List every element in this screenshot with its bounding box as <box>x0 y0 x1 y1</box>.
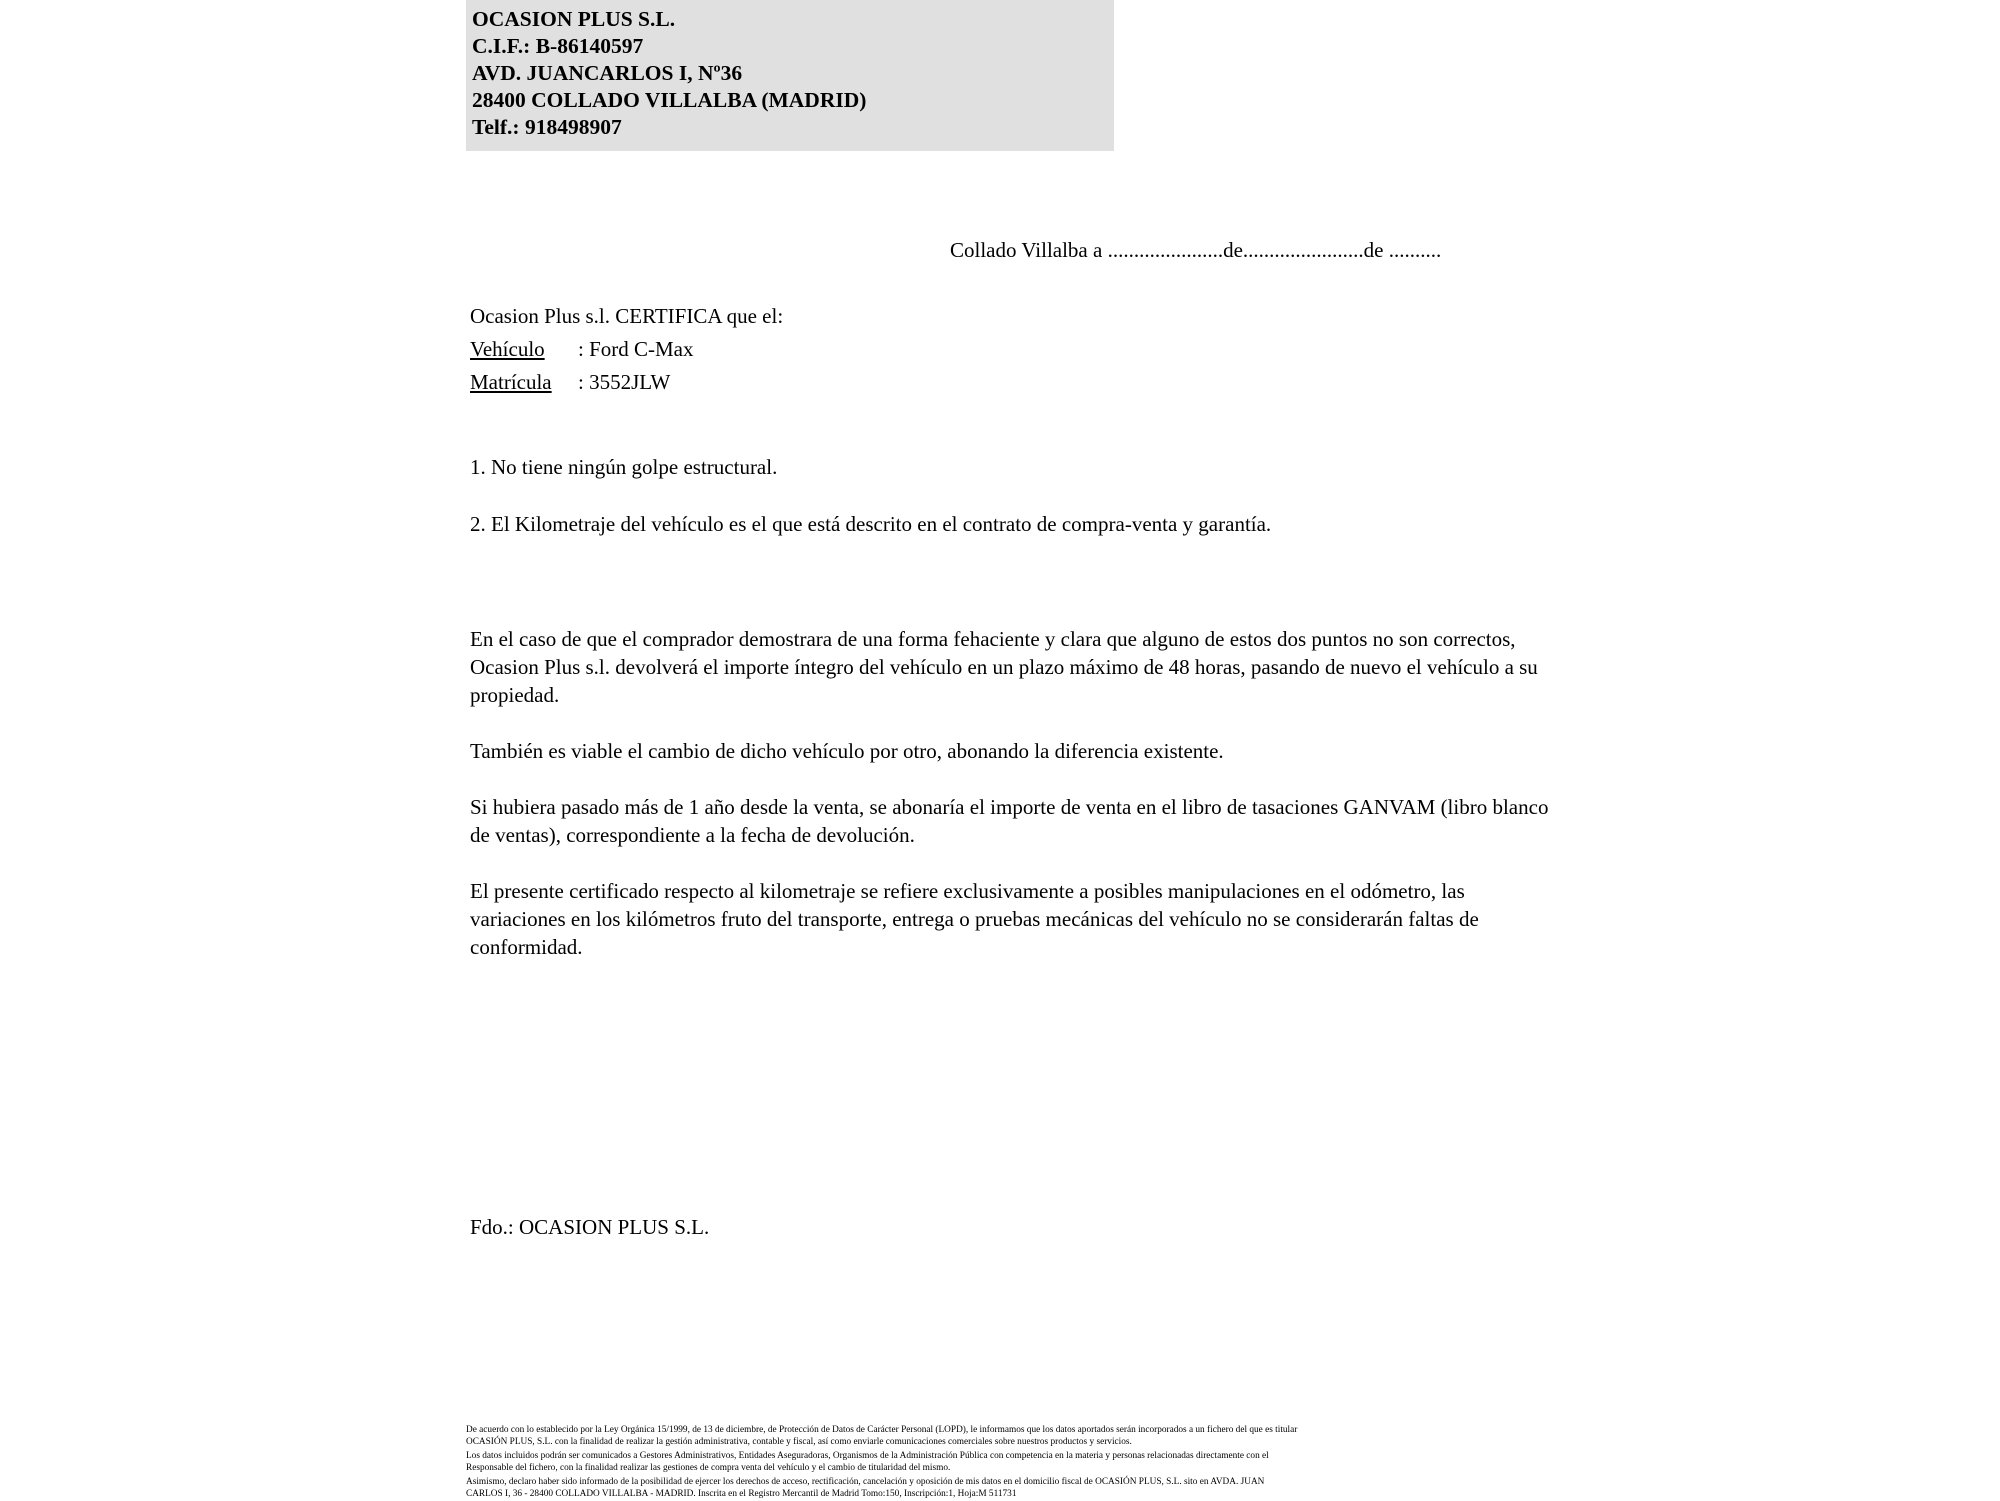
company-city: 28400 COLLADO VILLALBA (MADRID) <box>472 88 867 112</box>
point-1: 1. No tiene ningún golpe estructural. <box>470 455 778 479</box>
vehicle-label: Vehículo <box>470 337 545 361</box>
company-name: OCASION PLUS S.L. <box>472 7 676 31</box>
paragraph-1: En el caso de que el comprador demostrara de una forma fehaciente y clara que alguno de estos dos puntos no son correctos, Ocasion Plus s.l. devolverá el importe íntegro del vehículo en un plazo máximo de 48 horas, pasando de nuevo el vehículo a su propiedad. <box>470 627 1538 707</box>
signature-line: Fdo.: OCASION PLUS S.L. <box>470 1215 710 1239</box>
legal-line-2: OCASIÓN PLUS, S.L. con la finalidad de realizar la gestión administrativa, contable y fiscal, así como enviarle comunicaciones comerciales sobre nuestros productos y servicios. <box>466 1436 1132 1447</box>
body-paragraphs <box>470 625 1550 989</box>
legal-line-6: CARLOS I, 36 - 28400 COLLADO VILLALBA - MADRID. Inscrita en el Registro Mercantil de Madrid Tomo:150, Inscripción:1, Hoja:M 511731 <box>466 1488 1017 1499</box>
certification-block <box>470 300 783 399</box>
plate-value: : 3552JLW <box>578 370 671 394</box>
vehicle-row <box>470 333 783 366</box>
legal-line-1: De acuerdo con lo establecido por la Ley Orgánica 15/1999, de 13 de diciembre, de Protección de Datos de Carácter Personal (LOPD), le informamos que los datos aportados serán incorporados a un fichero del que es titular <box>466 1425 1298 1435</box>
plate-row <box>470 366 783 399</box>
vehicle-value: : Ford C-Max <box>578 337 694 361</box>
paragraph-3: Si hubiera pasado más de 1 año desde la venta, se abonaría el importe de venta en el libro de tasaciones GANVAM (libro blanco de ventas), correspondiente a la fecha de devolución. <box>470 795 1549 847</box>
letterhead-block <box>466 0 1114 151</box>
plate-label: Matrícula <box>470 370 552 394</box>
legal-footer <box>466 1425 1566 1501</box>
company-cif: C.I.F.: B-86140597 <box>472 34 644 58</box>
paragraph-4: El presente certificado respecto al kilometraje se refiere exclusivamente a posibles manipulaciones en el odómetro, las variaciones en los kilómetros fruto del transporte, entrega o pruebas mecánicas del vehículo no se considerarán faltas de conformidad. <box>470 879 1479 959</box>
company-phone: Telf.: 918498907 <box>472 115 622 139</box>
point-2: 2. El Kilometraje del vehículo es el que está descrito en el contrato de compra-venta y garantía. <box>470 512 1272 536</box>
points-list <box>470 455 1271 569</box>
legal-line-5: Asimismo, declaro haber sido informado de la posibilidad de ejercer los derechos de acceso, rectificación, cancelación y oposición de mis datos en el domicilio fiscal de OCASIÓN PLUS, S.L. sito en AVDA. JUAN <box>466 1477 1265 1488</box>
paragraph-2: También es viable el cambio de dicho vehículo por otro, abonando la diferencia existente. <box>470 739 1224 763</box>
company-address: AVD. JUANCARLOS I, Nº36 <box>472 61 743 85</box>
legal-line-4: Responsable del fichero, con la finalidad realizar las gestiones de compra venta del vehículo y el cambio de titularidad del mismo. <box>466 1462 951 1473</box>
legal-line-3: Los datos incluidos podrán ser comunicados a Gestores Administrativos, Entidades Aseguradoras, Organismos de la Administración Pública con competencia en la materia y personas relacionadas directamente con el <box>466 1451 1269 1462</box>
certify-intro: Ocasion Plus s.l. CERTIFICA que el: <box>470 304 784 328</box>
date-line: Collado Villalba a ......................de.......................de .......... <box>950 238 1442 262</box>
